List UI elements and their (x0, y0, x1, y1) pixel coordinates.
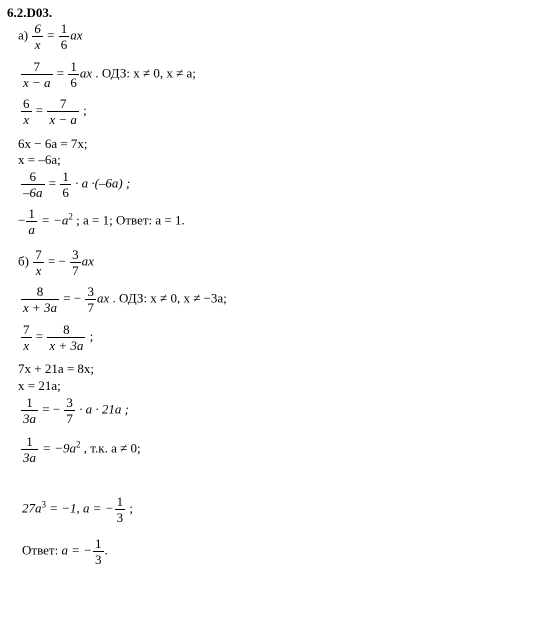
fraction: $\frac{1}{a}$ (28, 206, 35, 237)
part-a-odz-line: $\frac{7}{x - a}$ = $\frac{1}{6}$ ax . ОДЗ: x ≠ 0, x ≠ a; (23, 59, 196, 90)
part-b-x-value: x = 21a; (18, 378, 61, 393)
part-a-x-value: x = –6a; (18, 152, 61, 167)
part-a-proportion: $\frac{6}{x}$ = $\frac{7}{x - a}$ ; (23, 96, 87, 127)
part-a-answer-line: − $\frac{1}{a}$ = $-a^2$ ; a = 1; Ответ: a = 1. (18, 206, 185, 237)
fraction: $\frac{1}{6}$ (60, 21, 68, 52)
part-a-marker: а) (18, 27, 29, 43)
fraction: $\frac{8}{x + 3a}$ (23, 284, 58, 315)
fraction: $\frac{7}{x - a}$ (49, 96, 77, 127)
fraction: $\frac{1}{3}$ (116, 494, 124, 525)
fraction: $\frac{6}{-6a}$ (23, 169, 43, 200)
fraction: $\frac{6}{x}$ (23, 96, 30, 127)
problem-title: 6.2.D03. (7, 5, 53, 20)
fraction: $\frac{7}{x}$ (35, 247, 42, 278)
fraction: $\frac{1}{3a}$ (23, 434, 36, 465)
odz-text: . ОДЗ: x ≠ 0, x ≠ −3a; (112, 290, 227, 306)
part-a-linear-equation: 6x − 6a = 7x; (18, 136, 88, 151)
fraction: $\frac{7}{x}$ (23, 322, 30, 353)
fraction: $\frac{6}{x}$ (34, 21, 41, 52)
fraction: $\frac{3}{7}$ (66, 395, 73, 426)
part-a-answer: ; a = 1; Ответ: a = 1. (76, 212, 185, 228)
part-a-equation: а) $\frac{6}{x}$ = $\frac{1}{6}$ ax (18, 21, 83, 52)
fraction: $\frac{1}{3}$ (95, 536, 102, 567)
part-b-cubic: $27a^3 = -1$, a = − $\frac{1}{3}$ ; (22, 494, 133, 525)
part-b-odz-line: $\frac{8}{x + 3a}$ = − $\frac{3}{7}$ ax . ОДЗ: x ≠ 0, x ≠ −3a; (23, 284, 227, 315)
fraction: $\frac{3}{7}$ (87, 284, 94, 315)
part-b-linear-equation: 7x + 21a = 8x; (18, 361, 95, 376)
fraction: $\frac{3}{7}$ (72, 247, 79, 278)
part-b-proportion: $\frac{7}{x}$ = $\frac{8}{x + 3a}$ ; (23, 322, 94, 353)
part-b-simplified: $\frac{1}{3a}$ = $-9a^2$ , т.к. a ≠ 0; (23, 434, 141, 465)
fraction: $\frac{1}{3a}$ (23, 395, 36, 426)
part-b-marker: б) (18, 253, 29, 269)
odz-text: . ОДЗ: x ≠ 0, x ≠ a; (95, 65, 196, 81)
fraction: $\frac{8}{x + 3a}$ (49, 322, 84, 353)
part-b-equation: б) $\frac{7}{x}$ = − $\frac{3}{7}$ ax (18, 247, 94, 278)
part-b-answer: Ответ: a = − $\frac{1}{3}$ . (22, 536, 108, 567)
part-a-substitution: $\frac{6}{-6a}$ = $\frac{1}{6}$ · a ·(–6a) ; (23, 169, 131, 200)
part-b-substitution: $\frac{1}{3a}$ = − $\frac{3}{7}$ · a · 21a ; (23, 395, 130, 426)
fraction: $\frac{1}{6}$ (62, 169, 69, 200)
fraction: $\frac{7}{x - a}$ (23, 59, 51, 90)
fraction: $\frac{1}{6}$ (70, 59, 77, 90)
